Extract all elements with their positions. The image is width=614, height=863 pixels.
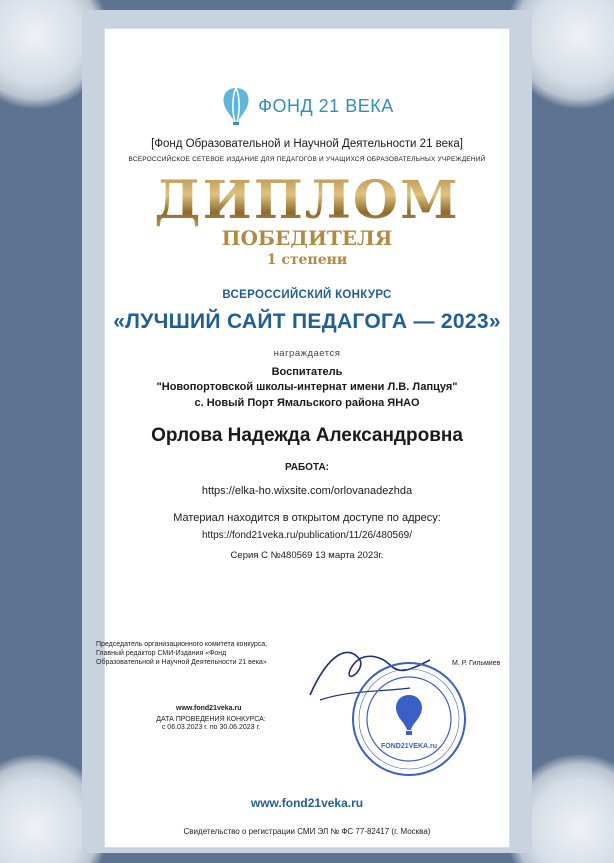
contest-dates (156, 716, 266, 732)
chairman-line: Председатель организационного комитета конкурса, (96, 641, 268, 648)
diploma-subtitle: ПОБЕДИТЕЛЯ (221, 226, 393, 250)
site-small[interactable]: www.fond21veka.ru (176, 705, 242, 712)
publication-descriptor: ВСЕРОССИЙСКОЕ СЕТЕВОЕ ИЗДАНИЕ ДЛЯ ПЕДАГОГОВ И УЧАЩИХСЯ ОБРАЗОВАТЕЛЬНЫХ УЧРЕЖДЕНИЙ (128, 156, 486, 163)
dates-value: с 06.03.2023 г. по 30.06.2023 г. (161, 724, 261, 731)
publication-url[interactable]: https://fond21veka.ru/publication/11/26/480569/ (202, 530, 412, 541)
chairman-line: Образовательной и Научной Деятельности 21 века» (96, 659, 267, 666)
chairman-line: Главный редактор СМИ-Издания «Фонд (96, 650, 227, 657)
work-label: РАБОТА: (284, 462, 329, 473)
work-url[interactable]: https://elka-ho.wixsite.com/orlovanadezhda (201, 485, 413, 497)
position-line: "Новопортовской школы-интернат имени Л.В. Лапцуя" (156, 381, 458, 393)
chairman-block (96, 640, 296, 667)
degree-label: 1 степени (266, 252, 348, 268)
official-stamp (350, 660, 468, 778)
fund-logo (104, 86, 510, 126)
awarded-label: награждается (273, 348, 341, 359)
footer-site[interactable]: www.fond21veka.ru (250, 796, 364, 810)
stamp-text: FOND21VEKA.ru (380, 743, 438, 750)
position-line: Воспитатель (271, 366, 343, 378)
open-access-note: Материал находится в открытом доступе по адресу: (173, 512, 441, 524)
dates-label: ДАТА ПРОВЕДЕНИЯ КОНКУРСА: (156, 716, 266, 723)
contest-kind: ВСЕРОССИЙСКИЙ КОНКУРС (222, 289, 392, 301)
balloon-icon (220, 86, 252, 126)
position-line: с. Новый Порт Ямальского района ЯНАО (194, 397, 420, 409)
signatory-name: М. Р. Гильмиев (452, 660, 501, 667)
winner-name: Орлова Надежда Александровна (151, 425, 463, 446)
diploma-title: ДИПЛОМ (104, 170, 510, 231)
series-number: Серия С №480569 13 марта 2023г. (230, 550, 384, 561)
contest-name: «ЛУЧШИЙ САЙТ ПЕДАГОГА — 2023» (113, 310, 501, 333)
logo-text: ФОНД 21 ВЕКА (258, 95, 394, 116)
fund-name: [Фонд Образовательной и Научной Деятельности 21 века] (151, 138, 463, 150)
registration-note: Свидетельство о регистрации СМИ ЭЛ № ФС 77-82417 (г. Москва) (183, 827, 431, 836)
